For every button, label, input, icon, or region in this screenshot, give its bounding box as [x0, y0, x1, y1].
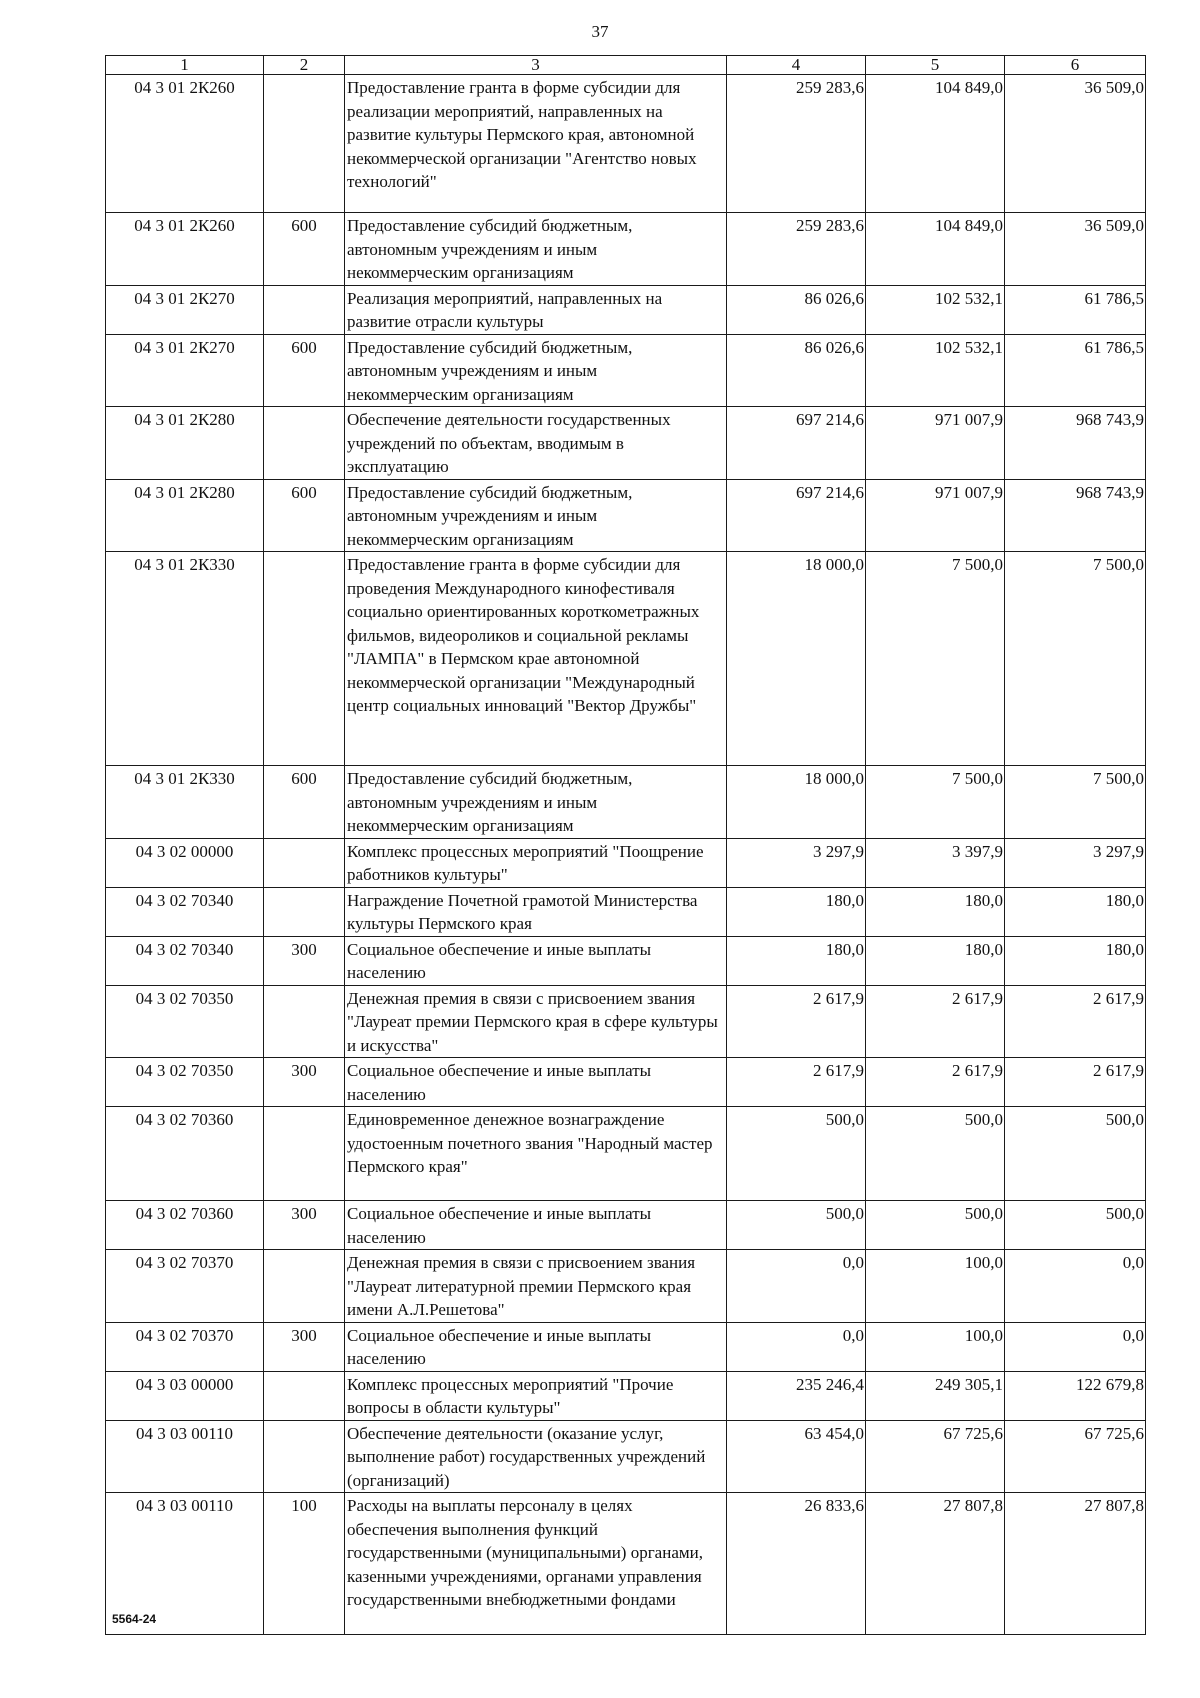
table-row	[106, 887, 1146, 936]
table-row	[106, 75, 1146, 213]
expense-type-cell: 300	[264, 936, 345, 985]
table-row	[106, 1493, 1146, 1635]
value-col5-cell: 180,0	[866, 936, 1005, 985]
value-col4-cell: 2 617,9	[727, 1058, 866, 1107]
name-cell: Предоставление субсидий бюджетным, автономным учреждениям и иным некоммерческим организациям	[345, 479, 727, 552]
code-cell: 04 3 02 70350	[106, 1058, 264, 1107]
value-col4-cell: 259 283,6	[727, 213, 866, 286]
value-col4-cell: 235 246,4	[727, 1371, 866, 1420]
table-row	[106, 766, 1146, 839]
name-cell: Расходы на выплаты персоналу в целях обеспечения выполнения функций государственными (муниципальными) органами, казенными учреждениями, органами управления государственными внебюджетными фондами	[345, 1493, 727, 1635]
expense-type-cell: 600	[264, 766, 345, 839]
value-col4-cell: 0,0	[727, 1322, 866, 1371]
name-cell: Предоставление гранта в форме субсидии для реализации мероприятий, направленных на развитие культуры Пермского края, автономной некоммерческой организации "Агентство новых технологий"	[345, 75, 727, 213]
table-row	[106, 1201, 1146, 1250]
value-col6-cell: 2 617,9	[1005, 1058, 1146, 1107]
expense-type-cell	[264, 838, 345, 887]
value-col5-cell: 7 500,0	[866, 552, 1005, 766]
table-row	[106, 1420, 1146, 1493]
value-col5-cell: 2 617,9	[866, 985, 1005, 1058]
table-row	[106, 479, 1146, 552]
value-col5-cell: 249 305,1	[866, 1371, 1005, 1420]
value-col4-cell: 18 000,0	[727, 766, 866, 839]
table-row	[106, 334, 1146, 407]
code-cell: 04 3 02 70350	[106, 985, 264, 1058]
name-cell: Предоставление субсидий бюджетным, автономным учреждениям и иным некоммерческим организациям	[345, 213, 727, 286]
code-cell: 04 3 02 00000	[106, 838, 264, 887]
table-row	[106, 1371, 1146, 1420]
expense-type-cell	[264, 985, 345, 1058]
code-cell: 04 3 01 2К260	[106, 75, 264, 213]
name-cell: Комплекс процессных мероприятий "Прочие вопросы в области культуры"	[345, 1371, 727, 1420]
value-col6-cell: 7 500,0	[1005, 766, 1146, 839]
value-col5-cell: 971 007,9	[866, 407, 1005, 480]
table-row	[106, 285, 1146, 334]
name-cell: Предоставление субсидий бюджетным, автономным учреждениям и иным некоммерческим организациям	[345, 766, 727, 839]
budget-table	[105, 55, 1146, 1635]
value-col6-cell: 3 297,9	[1005, 838, 1146, 887]
column-header: 4	[727, 56, 866, 75]
code-cell: 04 3 01 2К270	[106, 285, 264, 334]
name-cell: Комплекс процессных мероприятий "Поощрение работников культуры"	[345, 838, 727, 887]
name-cell: Социальное обеспечение и иные выплаты населению	[345, 1322, 727, 1371]
name-cell: Денежная премия в связи с присвоением звания "Лауреат литературной премии Пермского края имени А.Л.Решетова"	[345, 1250, 727, 1323]
column-header: 3	[345, 56, 727, 75]
name-cell: Реализация мероприятий, направленных на развитие отрасли культуры	[345, 285, 727, 334]
expense-type-cell: 600	[264, 479, 345, 552]
value-col5-cell: 500,0	[866, 1201, 1005, 1250]
value-col4-cell: 18 000,0	[727, 552, 866, 766]
table-row	[106, 936, 1146, 985]
value-col4-cell: 86 026,6	[727, 334, 866, 407]
value-col6-cell: 61 786,5	[1005, 334, 1146, 407]
name-cell: Денежная премия в связи с присвоением звания "Лауреат премии Пермского края в сфере культуры и искусства"	[345, 985, 727, 1058]
value-col5-cell: 104 849,0	[866, 75, 1005, 213]
value-col4-cell: 180,0	[727, 887, 866, 936]
value-col6-cell: 180,0	[1005, 936, 1146, 985]
value-col6-cell: 968 743,9	[1005, 479, 1146, 552]
value-col5-cell: 971 007,9	[866, 479, 1005, 552]
value-col5-cell: 180,0	[866, 887, 1005, 936]
expense-type-cell	[264, 1107, 345, 1201]
table-row	[106, 407, 1146, 480]
expense-type-cell	[264, 407, 345, 480]
expense-type-cell	[264, 75, 345, 213]
value-col6-cell: 0,0	[1005, 1322, 1146, 1371]
table-row	[106, 985, 1146, 1058]
value-col6-cell: 0,0	[1005, 1250, 1146, 1323]
expense-type-cell: 300	[264, 1201, 345, 1250]
value-col6-cell: 500,0	[1005, 1201, 1146, 1250]
value-col6-cell: 500,0	[1005, 1107, 1146, 1201]
expense-type-cell	[264, 887, 345, 936]
value-col6-cell: 968 743,9	[1005, 407, 1146, 480]
value-col5-cell: 500,0	[866, 1107, 1005, 1201]
value-col4-cell: 26 833,6	[727, 1493, 866, 1635]
value-col4-cell: 2 617,9	[727, 985, 866, 1058]
expense-type-cell: 100	[264, 1493, 345, 1635]
value-col6-cell: 61 786,5	[1005, 285, 1146, 334]
value-col6-cell: 67 725,6	[1005, 1420, 1146, 1493]
code-cell: 04 3 02 70370	[106, 1250, 264, 1323]
name-cell: Предоставление гранта в форме субсидии для проведения Международного кинофестиваля социально ориентированных короткометражных фильмов, видеороликов и социальной рекламы "ЛАМПА" в Пермском крае автономной некоммерческой организации "Международный центр социальных инноваций "Вектор Дружбы"	[345, 552, 727, 766]
code-cell: 04 3 01 2К330	[106, 766, 264, 839]
code-cell: 04 3 02 70340	[106, 936, 264, 985]
value-col6-cell: 36 509,0	[1005, 213, 1146, 286]
table-row	[106, 1250, 1146, 1323]
column-header: 6	[1005, 56, 1146, 75]
table-row	[106, 1058, 1146, 1107]
value-col5-cell: 3 397,9	[866, 838, 1005, 887]
column-header: 5	[866, 56, 1005, 75]
expense-type-cell	[264, 552, 345, 766]
column-header: 1	[106, 56, 264, 75]
expense-type-cell	[264, 1250, 345, 1323]
code-cell: 04 3 02 70360	[106, 1201, 264, 1250]
value-col5-cell: 102 532,1	[866, 334, 1005, 407]
name-cell: Предоставление субсидий бюджетным, автономным учреждениям и иным некоммерческим организациям	[345, 334, 727, 407]
value-col5-cell: 67 725,6	[866, 1420, 1005, 1493]
code-cell: 04 3 02 70370	[106, 1322, 264, 1371]
value-col4-cell: 63 454,0	[727, 1420, 866, 1493]
code-cell: 04 3 01 2К280	[106, 479, 264, 552]
name-cell: Обеспечение деятельности (оказание услуг, выполнение работ) государственных учреждений (организаций)	[345, 1420, 727, 1493]
code-cell: 04 3 02 70360	[106, 1107, 264, 1201]
name-cell: Социальное обеспечение и иные выплаты населению	[345, 1201, 727, 1250]
code-cell: 04 3 01 2К270	[106, 334, 264, 407]
page-number: 37	[591, 22, 609, 41]
table-header-row	[106, 56, 1146, 75]
name-cell: Социальное обеспечение и иные выплаты населению	[345, 1058, 727, 1107]
value-col5-cell: 2 617,9	[866, 1058, 1005, 1107]
code-cell: 04 3 03 00110	[106, 1420, 264, 1493]
value-col4-cell: 697 214,6	[727, 407, 866, 480]
code-cell: 04 3 01 2К280	[106, 407, 264, 480]
value-col4-cell: 500,0	[727, 1107, 866, 1201]
expense-type-cell: 600	[264, 213, 345, 286]
expense-type-cell: 600	[264, 334, 345, 407]
expense-type-cell: 300	[264, 1322, 345, 1371]
value-col4-cell: 3 297,9	[727, 838, 866, 887]
code-cell: 04 3 01 2К260	[106, 213, 264, 286]
value-col6-cell: 2 617,9	[1005, 985, 1146, 1058]
value-col5-cell: 100,0	[866, 1322, 1005, 1371]
value-col5-cell: 7 500,0	[866, 766, 1005, 839]
table-row	[106, 838, 1146, 887]
value-col4-cell: 0,0	[727, 1250, 866, 1323]
column-header: 2	[264, 56, 345, 75]
value-col4-cell: 500,0	[727, 1201, 866, 1250]
expense-type-cell	[264, 1371, 345, 1420]
name-cell: Награждение Почетной грамотой Министерства культуры Пермского края	[345, 887, 727, 936]
expense-type-cell	[264, 1420, 345, 1493]
name-cell: Обеспечение деятельности государственных учреждений по объектам, вводимым в эксплуатацию	[345, 407, 727, 480]
code-cell: 04 3 01 2К330	[106, 552, 264, 766]
value-col4-cell: 259 283,6	[727, 75, 866, 213]
expense-type-cell	[264, 285, 345, 334]
table-row	[106, 552, 1146, 766]
table-row	[106, 213, 1146, 286]
value-col5-cell: 27 807,8	[866, 1493, 1005, 1635]
value-col4-cell: 86 026,6	[727, 285, 866, 334]
value-col6-cell: 122 679,8	[1005, 1371, 1146, 1420]
document-code: 5564-24	[112, 1612, 157, 1626]
table-row	[106, 1107, 1146, 1201]
value-col6-cell: 27 807,8	[1005, 1493, 1146, 1635]
value-col4-cell: 180,0	[727, 936, 866, 985]
value-col5-cell: 102 532,1	[866, 285, 1005, 334]
code-cell: 04 3 03 00000	[106, 1371, 264, 1420]
expense-type-cell: 300	[264, 1058, 345, 1107]
value-col5-cell: 104 849,0	[866, 213, 1005, 286]
code-cell: 04 3 02 70340	[106, 887, 264, 936]
value-col6-cell: 180,0	[1005, 887, 1146, 936]
name-cell: Единовременное денежное вознаграждение удостоенным почетного звания "Народный мастер Пермского края"	[345, 1107, 727, 1201]
value-col6-cell: 7 500,0	[1005, 552, 1146, 766]
value-col5-cell: 100,0	[866, 1250, 1005, 1323]
value-col6-cell: 36 509,0	[1005, 75, 1146, 213]
name-cell: Социальное обеспечение и иные выплаты населению	[345, 936, 727, 985]
code-cell: 04 3 03 00110	[106, 1493, 264, 1635]
table-row	[106, 1322, 1146, 1371]
value-col4-cell: 697 214,6	[727, 479, 866, 552]
